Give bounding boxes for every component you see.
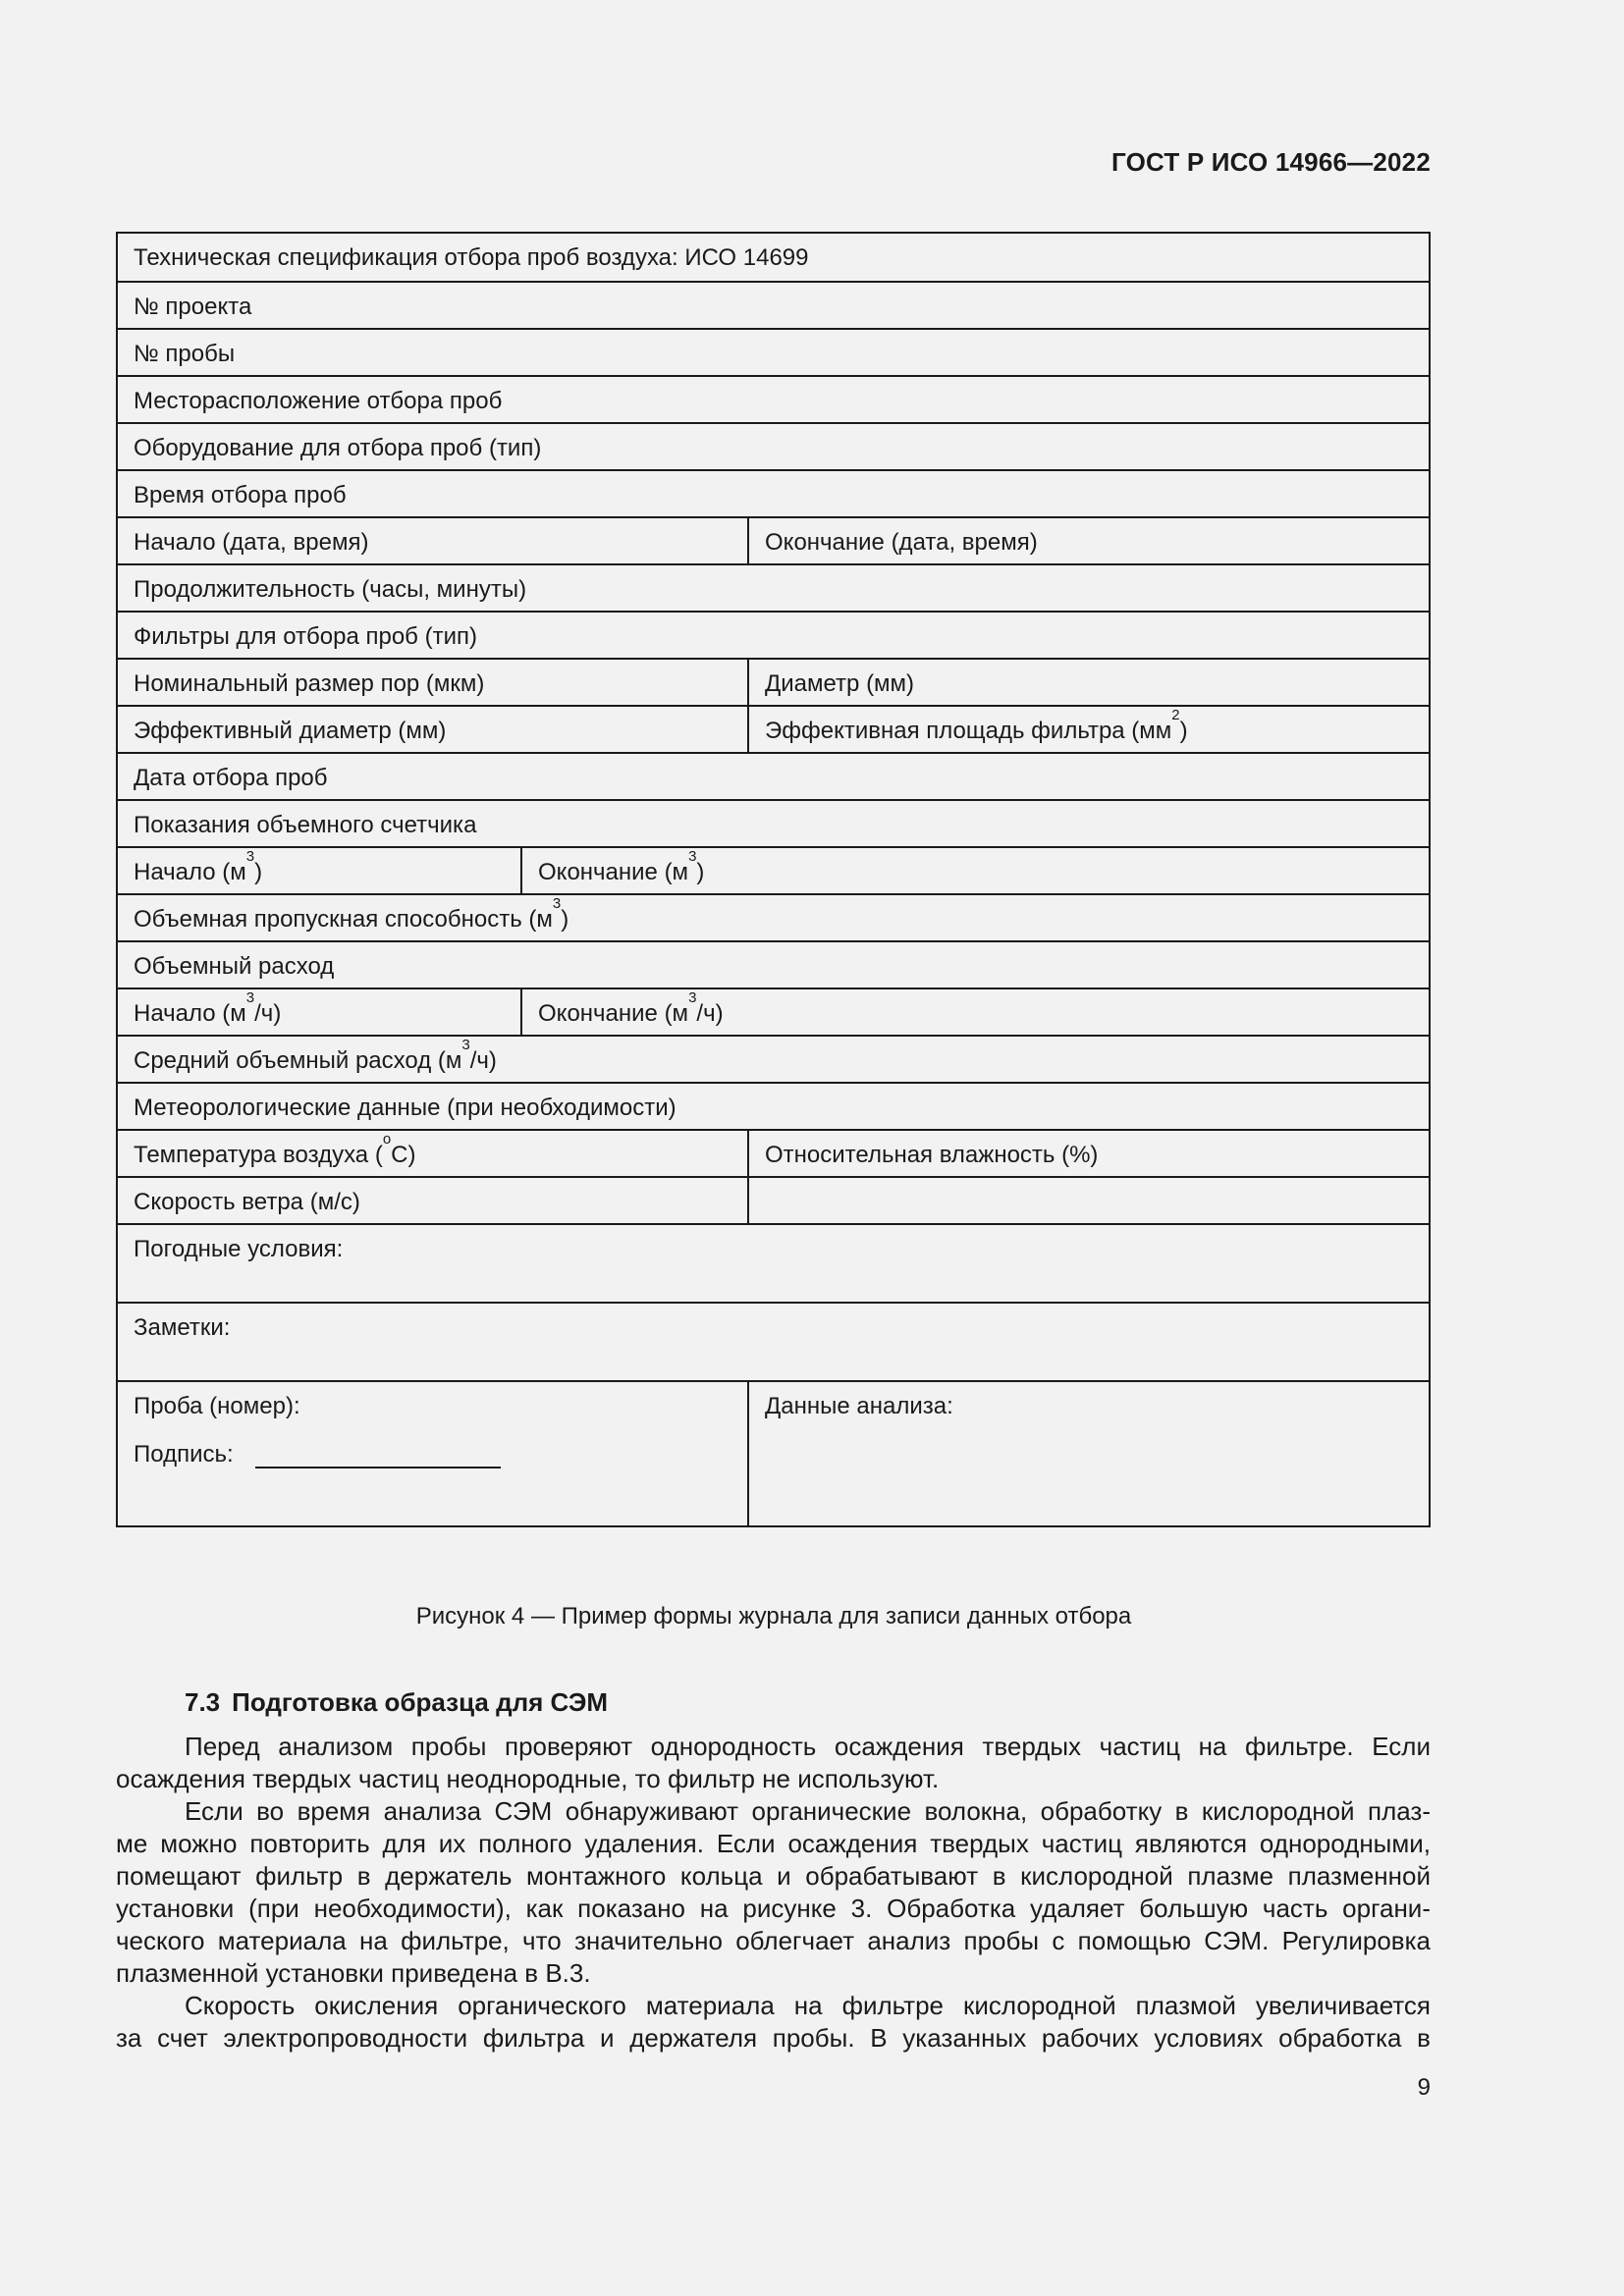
body-text [116,1731,1431,2055]
form-row [118,1035,1429,1082]
temperature-field: Температура воздуха ( $^о$ С) [134,1131,416,1168]
form-row [118,1129,1429,1176]
form-row [118,1223,1429,1302]
avg-flow-label: Средний объемный расход (м [134,1047,462,1074]
diameter-field: Диаметр (мм) [747,660,1429,705]
section-heading [185,1687,608,1718]
text-line: Если во время анализа СЭМ обнаруживают органические волокна, обработку в кислородной плаз- [185,1796,1431,1826]
meteo-label: Метеорологические данные (при необходимости) [134,1095,677,1121]
form-row [118,705,1429,752]
form-row [118,988,1429,1035]
duration-field: Продолжительность (часы, минуты) [134,576,527,603]
form-row [118,328,1429,375]
text-line: Скорость окисления органического материала на фильтре кислородной плазмой увеличивается [185,1991,1431,2020]
signature-label: Подпись: [134,1441,234,1468]
signature-line [134,1441,501,1468]
end-flow-label: Окончание (м [538,1000,689,1027]
figure-caption: Рисунок 4 — Пример формы журнала для записи данных отбора [415,1603,1132,1629]
sample-signature-cell [118,1382,747,1525]
text-line: за счет электропроводности фильтра и держателя пробы. В указанных рабочих условиях обработка в [116,2023,1431,2053]
effective-area-field: Эффективная площадь фильтра (мм $^2$ ) [747,707,1429,752]
sample-no-field: № пробы [134,341,236,367]
effective-diameter-field: Эффективный диаметр (мм) [134,718,447,744]
temperature-label: Температура воздуха ( [134,1142,383,1168]
form-row [118,234,1429,281]
effective-area-label: Эффективная площадь фильтра (мм [765,718,1172,744]
form-row [118,1302,1429,1380]
form-row [118,1380,1429,1525]
end-datetime-field: Окончание (дата, время) [747,518,1429,563]
end-flow-label-end: /ч) [696,1000,724,1027]
filters-field: Фильтры для отбора проб (тип) [134,623,477,650]
notes-field: Заметки: [134,1314,231,1341]
form-row [118,281,1429,328]
sampling-time-label: Время отбора проб [134,482,347,508]
form-row [118,940,1429,988]
start-flow-label: Начало (м [134,1000,246,1027]
form-row [118,1176,1429,1223]
form-row [118,1082,1429,1129]
end-volume-label-end: ) [696,859,705,885]
start-datetime-field: Начало (дата, время) [134,529,369,556]
temperature-label-end: С) [391,1142,416,1168]
form-row [118,846,1429,893]
form-row [118,658,1429,705]
meter-readings-label: Показания объемного счетчика [134,812,477,838]
form-row [118,799,1429,846]
text-line: ческого материала на фильтре, что значительно облегчает анализ пробы с помощью СЭМ. Регулировка [116,1926,1431,1955]
throughput-label: Объемная пропускная способность (м [134,906,553,933]
location-field: Месторасположение отбора проб [134,388,503,414]
equipment-field: Оборудование для отбора проб (тип) [134,435,542,461]
text-line: помещают фильтр в держатель монтажного кольца и обрабатывают в кислородной плазме плазменной [116,1861,1431,1891]
spec-field: Техническая спецификация отбора проб воздуха: ИСО 14699 [134,244,809,271]
analysis-data-field: Данные анализа: [747,1382,1429,1525]
form-row [118,422,1429,469]
sample-number-label: Проба (номер): [134,1393,300,1419]
empty-cell [747,1178,1429,1223]
start-flow-field: Начало (м $^3$ /ч) [134,989,282,1027]
wind-field: Скорость ветра (м/с) [134,1189,360,1215]
text-line: плазменной установки приведена в В.3. [116,1958,591,1988]
form-row [118,375,1429,422]
standard-header: ГОСТ Р ИСО 14966—2022 [1110,147,1431,177]
form-row [118,893,1429,940]
text-line: осаждения твердых частиц неоднородные, то фильтр не используют. [116,1764,940,1793]
page-number: 9 [1417,2074,1431,2101]
form-row [118,611,1429,658]
effective-area-label-end: ) [1179,718,1188,744]
throughput-label-end: ) [561,906,569,933]
project-no-field: № проекта [134,294,252,320]
signature-blank [255,1443,501,1468]
form-row [118,516,1429,563]
avg-flow-field: Средний объемный расход (м $^3$ /ч) [134,1037,497,1074]
form-row [118,469,1429,516]
weather-field: Погодные условия: [134,1236,344,1262]
sampling-log-form [116,232,1431,1527]
start-volume-label: Начало (м [134,859,246,885]
end-volume-label: Окончание (м [538,859,689,885]
text-line: Перед анализом пробы проверяют однородность осаждения твердых частиц на фильтре. Если [185,1732,1431,1761]
flow-label: Объемный расход [134,953,335,980]
form-row [118,752,1429,799]
sampling-date-field: Дата отбора проб [134,765,328,791]
text-line: установки (при необходимости), как показано на рисунке 3. Обработка удаляет большую часть органи- [116,1894,1431,1923]
throughput-field: Объемная пропускная способность (м $^3$ ) [134,895,569,933]
form-row [118,563,1429,611]
section-title: Подготовка образца для СЭМ [232,1687,609,1717]
pore-size-field: Номинальный размер пор (мкм) [134,670,485,697]
end-flow-field: Окончание (м $^3$ /ч) [520,989,1429,1035]
humidity-field: Относительная влажность (%) [747,1131,1429,1176]
avg-flow-label-end: /ч) [469,1047,497,1074]
section-number: 7.3 [185,1687,221,1717]
end-volume-field: Окончание (м $^3$ ) [520,848,1429,893]
start-volume-field: Начало (м $^3$ ) [134,848,263,885]
start-flow-label-end: /ч) [254,1000,282,1027]
start-volume-label-end: ) [254,859,263,885]
text-line: ме можно повторить для их полного удаления. Если осаждения твердых частиц являются однородными, [116,1829,1431,1858]
